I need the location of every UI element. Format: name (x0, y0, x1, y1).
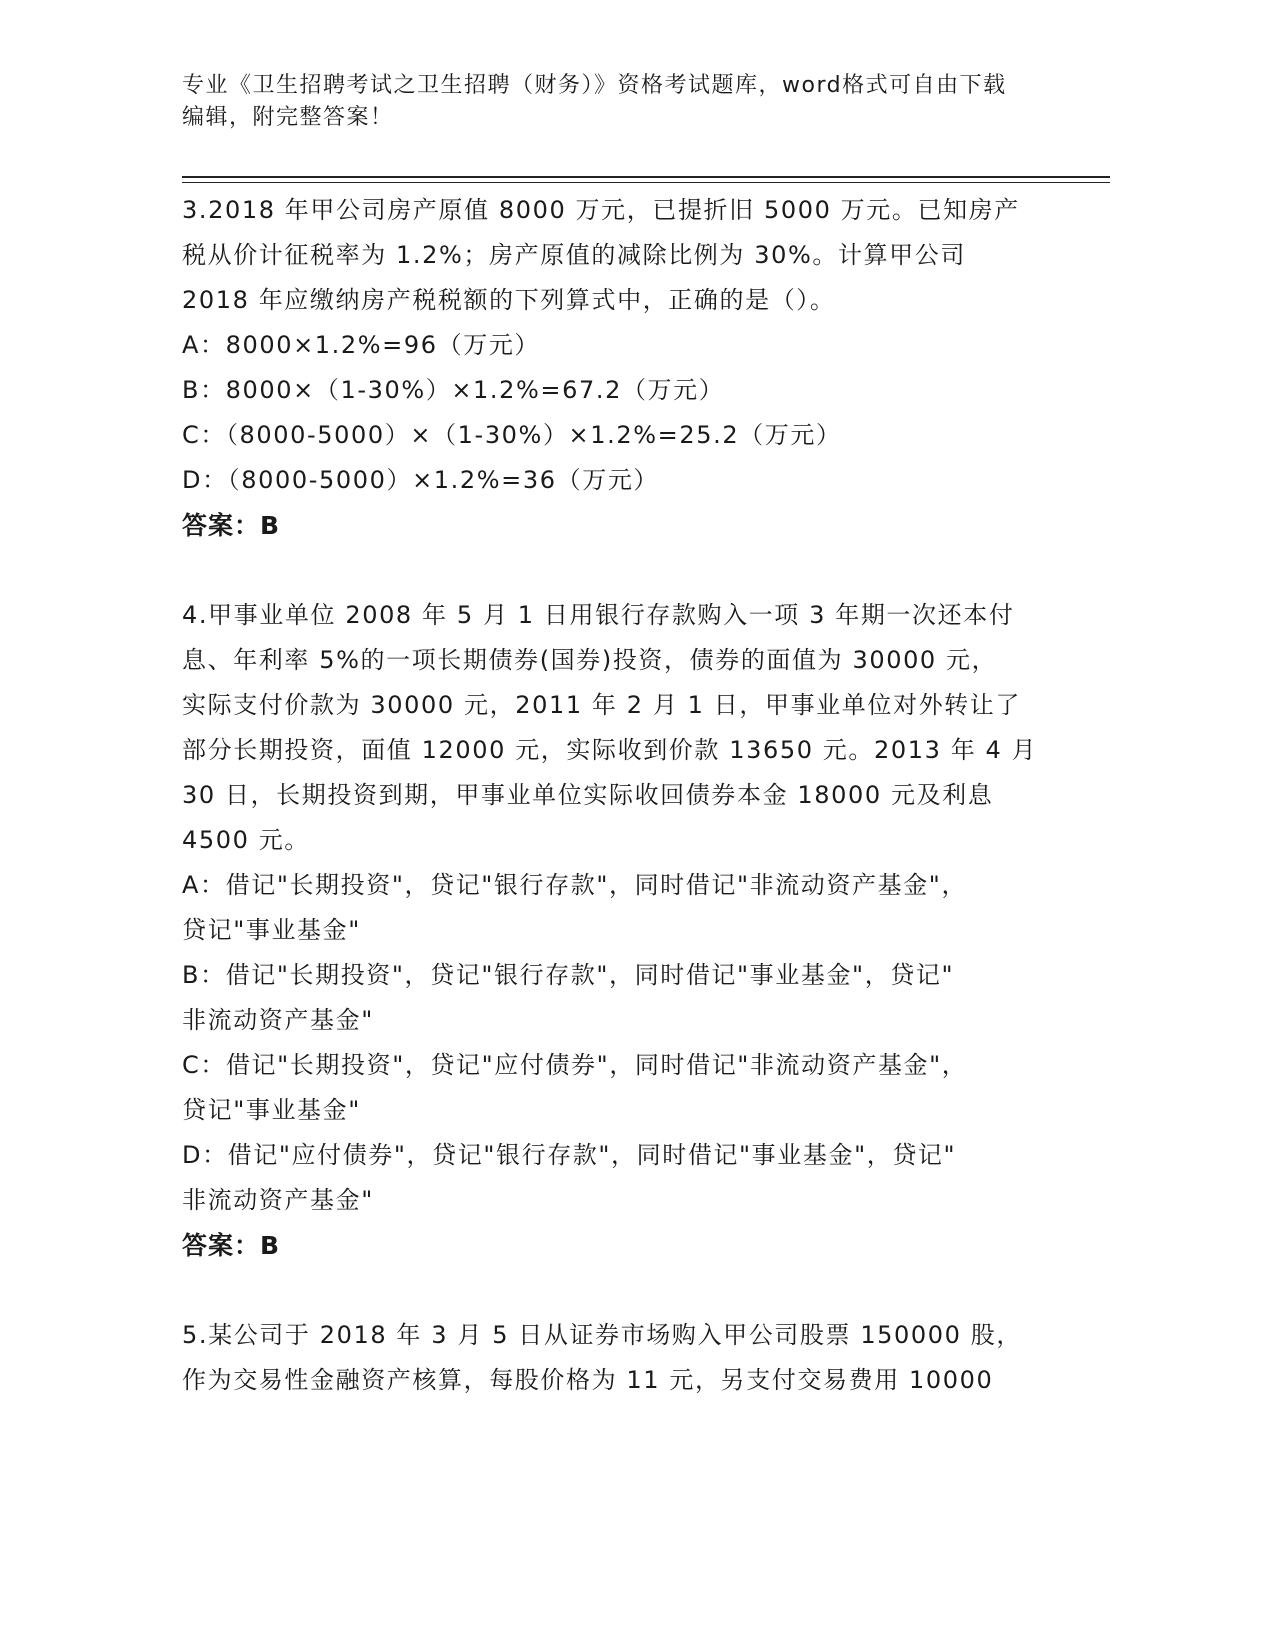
question-4 (182, 593, 1062, 1268)
question-stem-line: 2018 年应缴纳房产税税额的下列算式中，正确的是（）。 (182, 286, 836, 314)
option-a: A：8000×1.2%=96（万元） (182, 331, 541, 359)
question-stem-line: 息、年利率 5%的一项长期债券(国券)投资，债券的面值为 30000 元， (182, 646, 998, 674)
question-list (182, 188, 1062, 1403)
question-stem-line: 30 日，长期投资到期，甲事业单位实际收回债券本金 18000 元及利息 (182, 781, 994, 809)
option-a-continued: 贷记"事业基金" (182, 916, 361, 944)
header-line-1: 专业《卫生招聘考试之卫生招聘（财务）》资格考试题库，word格式可自由下载 (182, 73, 1007, 98)
question-stem-line: 作为交易性金融资产核算，每股价格为 11 元，另支付交易费用 10000 (182, 1366, 994, 1394)
question-stem-line: 3.2018 年甲公司房产原值 8000 万元，已提折旧 5000 万元。已知房产 (182, 196, 1020, 224)
question-spacer (182, 548, 1062, 593)
question-5 (182, 1313, 1062, 1403)
question-3 (182, 188, 1062, 548)
option-c: C：借记"长期投资"，贷记"应付债券"，同时借记"非流动资产基金"， (182, 1051, 968, 1079)
question-stem-line: 4500 元。 (182, 826, 310, 854)
question-stem-line: 实际支付价款为 30000 元，2011 年 2 月 1 日，甲事业单位对外转让了 (182, 691, 1021, 719)
option-b: B：8000×（1-30%）×1.2%=67.2（万元） (182, 376, 725, 404)
header-line-2: 编辑，附完整答案！ (182, 105, 394, 130)
option-d: D：借记"应付债券"，贷记"银行存款"，同时借记"事业基金"，贷记" (182, 1141, 957, 1169)
option-c: C：（8000-5000）×（1-30%）×1.2%=25.2（万元） (182, 421, 842, 449)
question-stem-line: 5.某公司于 2018 年 3 月 5 日从证券市场购入甲公司股票 150000 股， (182, 1321, 1022, 1349)
answer-label: 答案：B (182, 511, 281, 540)
question-stem-line: 部分长期投资，面值 12000 元，实际收到价款 13650 元。2013 年 4 月 (182, 736, 1038, 764)
option-d: D：（8000-5000）×1.2%=36（万元） (182, 466, 660, 494)
header-rule-thick (182, 176, 1110, 178)
option-d-continued: 非流动资产基金" (182, 1186, 374, 1214)
document-header (182, 70, 1062, 134)
header-rule-thin (182, 182, 1110, 183)
answer-label: 答案：B (182, 1231, 281, 1260)
question-stem-line: 4.甲事业单位 2008 年 5 月 1 日用银行存款购入一项 3 年期一次还本付 (182, 601, 1015, 629)
option-b: B：借记"长期投资"，贷记"银行存款"，同时借记"事业基金"，贷记" (182, 961, 955, 989)
option-a: A：借记"长期投资"，贷记"银行存款"，同时借记"非流动资产基金"， (182, 871, 968, 899)
question-stem-line: 税从价计征税率为 1.2%；房产原值的减除比例为 30%。计算甲公司 (182, 241, 966, 269)
question-spacer (182, 1268, 1062, 1313)
option-c-continued: 贷记"事业基金" (182, 1096, 361, 1124)
option-b-continued: 非流动资产基金" (182, 1006, 374, 1034)
